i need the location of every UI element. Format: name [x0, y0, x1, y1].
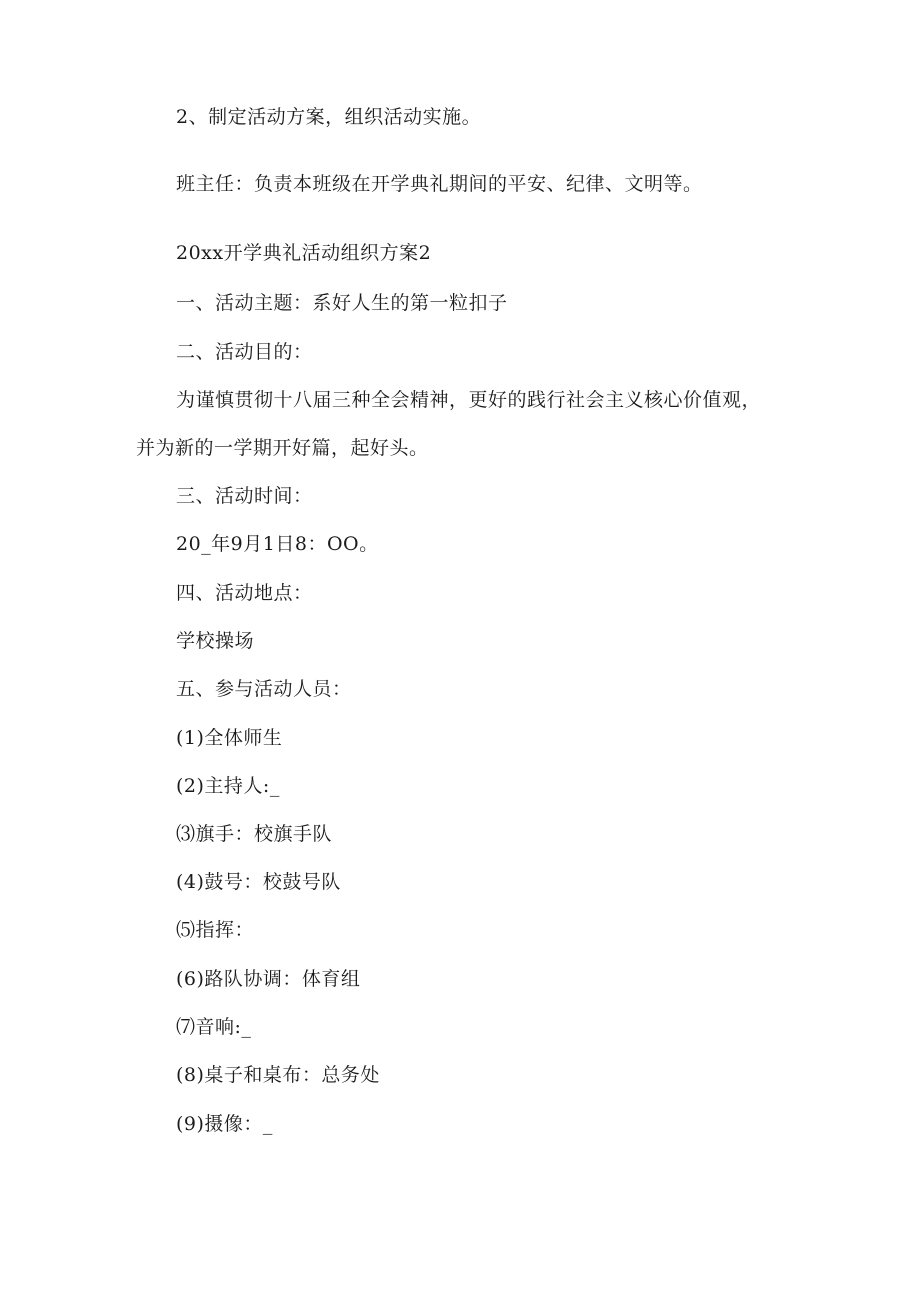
text-line-location-heading: 四、活动地点：: [176, 582, 313, 604]
list-item-participant-9: (9)摄像：_: [176, 1113, 273, 1135]
text-line-location-value: 学校操场: [176, 630, 255, 652]
list-item-participant-1: (1)全体师生: [176, 727, 283, 749]
list-item-participant-2: (2)主持人:_: [176, 775, 280, 797]
list-item-participant-6: (6)路队协调：体育组: [176, 968, 361, 990]
text-line-purpose-body-2: 并为新的一学期开好篇，起好头。: [136, 437, 429, 459]
list-item-participant-8: (8)桌子和桌布：总务处: [176, 1064, 380, 1086]
text-line-purpose-body-1: 为谨慎贯彻十八届三种全会精神，更好的践行社会主义核心价值观，: [176, 389, 762, 411]
text-line-theme: 一、活动主题：系好人生的第一粒扣子: [176, 292, 508, 314]
list-item-participant-4: (4)鼓号：校鼓号队: [176, 871, 341, 893]
text-line-head-teacher: 班主任：负责本班级在开学典礼期间的平安、纪律、文明等。: [176, 173, 703, 195]
text-line-participants-heading: 五、参与活动人员：: [176, 678, 352, 700]
section-title-plan-2: 20xx开学典礼活动组织方案2: [176, 242, 432, 264]
list-item-participant-7: ⑺音响:_: [176, 1016, 252, 1038]
text-line-task-2: 2、制定活动方案，组织活动实施。: [176, 106, 482, 128]
text-line-time-value: 20_年9月1日8：OO。: [176, 533, 379, 555]
list-item-participant-3: ⑶旗手：校旗手队: [176, 823, 333, 845]
text-line-time-heading: 三、活动时间：: [176, 485, 313, 507]
list-item-participant-5: ⑸指挥：: [176, 919, 255, 941]
text-line-purpose-heading: 二、活动目的：: [176, 341, 313, 363]
